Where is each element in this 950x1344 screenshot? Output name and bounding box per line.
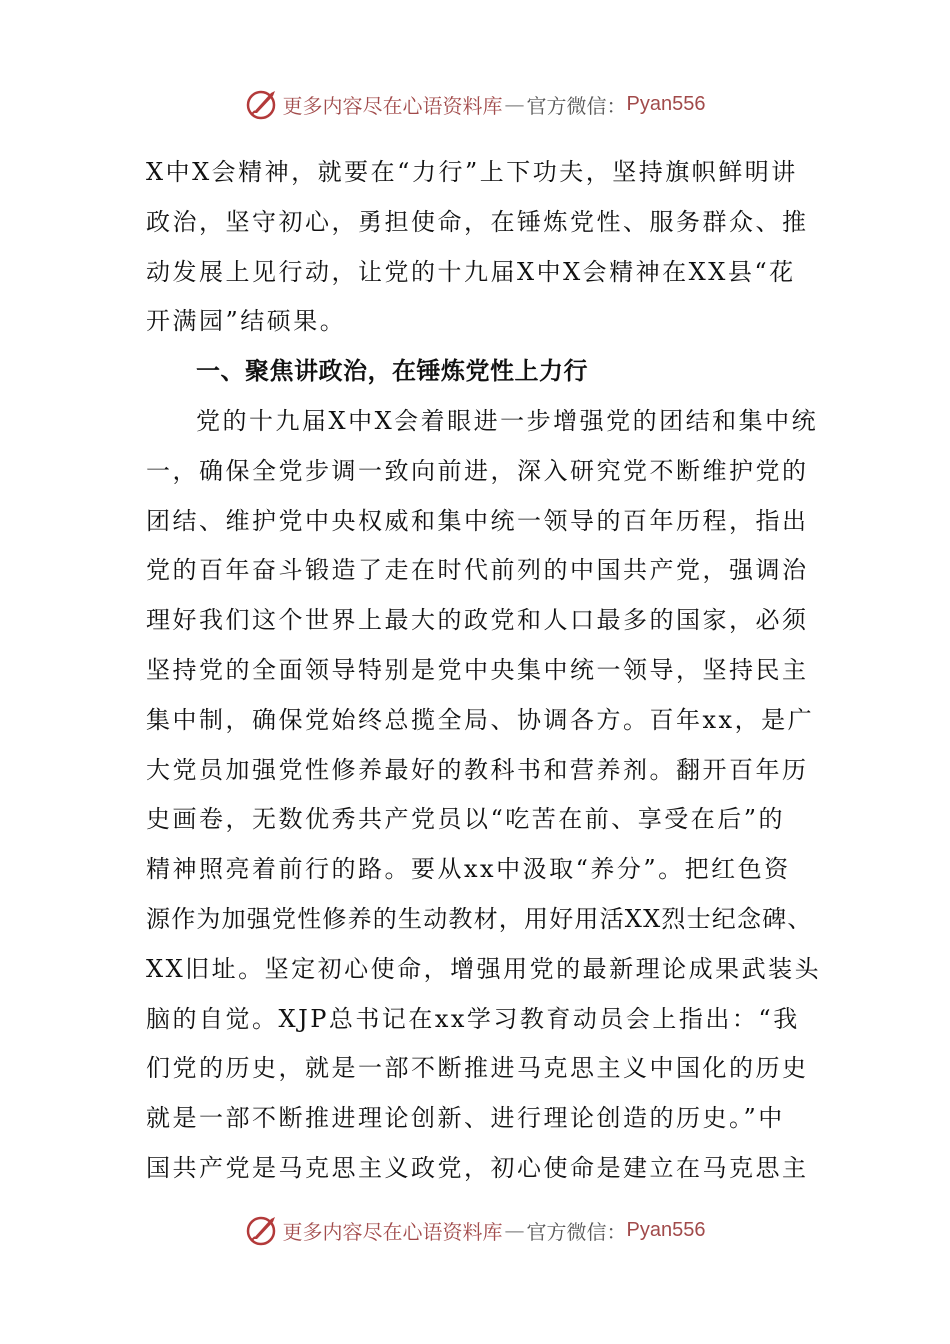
header-watermark-banner	[0, 84, 950, 124]
text-line: 党的十九届X中X会着眼进一步增强党的团结和集中统	[196, 406, 819, 435]
text-line: 集中制，确保党始终总揽全局、协调各方。百年xx，是广	[146, 705, 815, 734]
text-line: 党的百年奋斗锻造了走在时代前列的中国共产党，强调治	[146, 556, 809, 585]
banner-separator: —	[504, 1218, 525, 1242]
text-line: 们党的历史，就是一部不断推进马克思主义中国化的历史	[146, 1054, 809, 1083]
text-line: 脑的自觉。XJP总书记在xx学习教育动员会上指出：“我	[146, 1004, 800, 1033]
text-line: 史画卷，无数优秀共产党员以“吃苦在前、享受在后”的	[146, 805, 786, 834]
text-line: 坚持党的全面领导特别是党中央集中统一领导，坚持民主	[146, 655, 809, 684]
text-line: 大党员加强党性修养最好的教科书和营养剂。翻开百年历	[146, 755, 809, 784]
text-line: 开满园”结硕果。	[146, 307, 347, 336]
text-line: 精神照亮着前行的路。要从xx中汲取“养分”。把红色资	[146, 855, 791, 884]
banner-wechat-label: 官方微信：	[526, 1219, 627, 1244]
banner-separator: —	[504, 92, 525, 116]
quill-logo-icon	[245, 87, 279, 121]
banner-text: 更多内容尽在心语资料库	[282, 1219, 503, 1244]
text-line: 动发展上见行动，让党的十九届X中X会精神在XX县“花	[146, 257, 796, 286]
text-line: 源作为加强党性修养的生动教材，用好用活XX烈士纪念碑、	[146, 904, 813, 933]
text-line: 政治，坚守初心，勇担使命，在锤炼党性、服务群众、推	[146, 207, 809, 236]
section-heading: 一、聚焦讲政治，在锤炼党性上力行	[196, 357, 588, 386]
banner-wechat-label: 官方微信：	[526, 93, 627, 118]
text-line: 国共产党是马克思主义政党，初心使命是建立在马克思主	[146, 1153, 809, 1182]
document-body	[146, 148, 822, 1194]
banner-text: 更多内容尽在心语资料库	[282, 93, 503, 118]
footer-watermark-banner	[0, 1210, 950, 1250]
text-line: 理好我们这个世界上最大的政党和人口最多的国家，必须	[146, 606, 809, 635]
text-line: 团结、维护党中央权威和集中统一领导的百年历程，指出	[146, 506, 809, 535]
banner-wechat-id: Pyan556	[626, 1218, 706, 1241]
text-line: X中X会精神，就要在“力行”上下功夫，坚持旗帜鲜明讲	[146, 158, 798, 186]
text-line: 一，确保全党步调一致向前进，深入研究党不断维护党的	[146, 456, 809, 485]
text-line: 就是一部不断推进理论创新、进行理论创造的历史。”中	[146, 1104, 785, 1133]
banner-wechat-id: Pyan556	[626, 92, 706, 115]
text-line: XX旧址。坚定初心使命，增强用党的最新理论成果武装头	[146, 954, 822, 983]
quill-logo-icon	[245, 1213, 279, 1247]
